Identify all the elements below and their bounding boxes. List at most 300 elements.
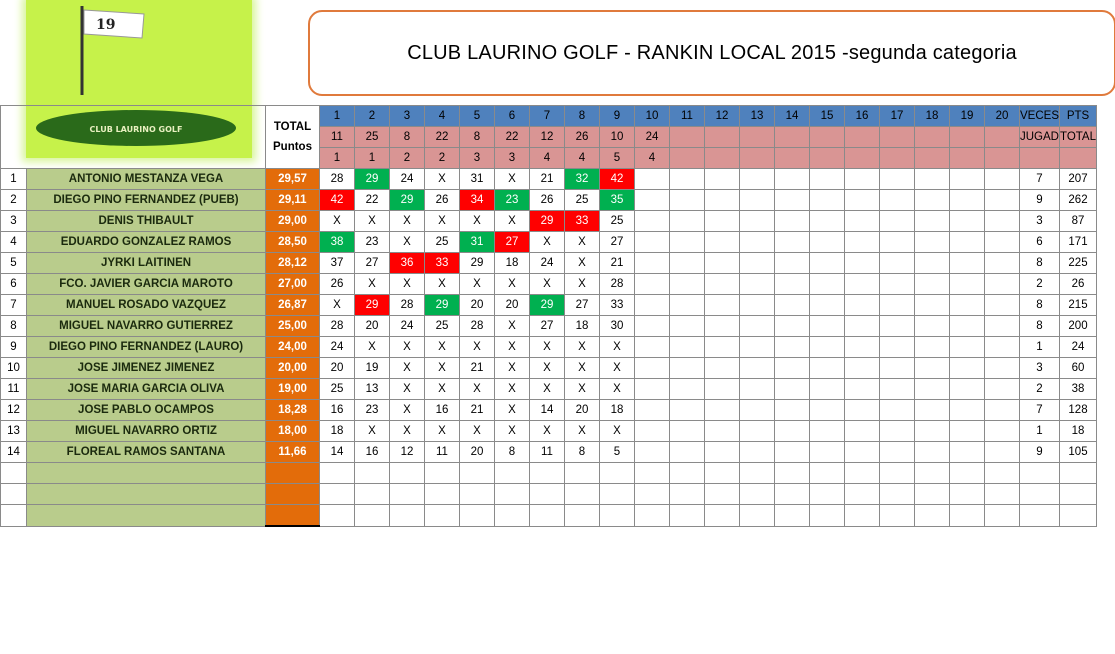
player-name: FCO. JAVIER GARCIA MAROTO (27, 274, 266, 295)
score-cell (705, 337, 740, 358)
score-cell (425, 484, 460, 505)
score-cell (845, 295, 880, 316)
score-cell: X (460, 421, 495, 442)
score-cell (670, 316, 705, 337)
score-cell: 34 (460, 190, 495, 211)
score-cell (565, 484, 600, 505)
row-position: 12 (1, 400, 27, 421)
score-cell: 24 (530, 253, 565, 274)
table-row (1, 400, 1097, 421)
score-cell: X (390, 379, 425, 400)
score-cell: 25 (425, 232, 460, 253)
score-cell (915, 421, 950, 442)
score-cell: 19 (355, 358, 390, 379)
score-cell (880, 379, 915, 400)
player-total: 20,00 (266, 358, 320, 379)
score-cell (985, 295, 1020, 316)
pts-total: 24 (1060, 337, 1097, 358)
player-total: 24,00 (266, 337, 320, 358)
score-cell (705, 169, 740, 190)
score-cell: 20 (460, 442, 495, 463)
score-cell (950, 232, 985, 253)
score-cell (775, 421, 810, 442)
score-cell (670, 211, 705, 232)
page-title: CLUB LAURINO GOLF - RANKIN LOCAL 2015 -segunda categoria (407, 41, 1017, 64)
score-cell (775, 211, 810, 232)
row-position (1, 505, 27, 527)
score-cell (670, 274, 705, 295)
score-cell (635, 442, 670, 463)
score-cell (670, 484, 705, 505)
score-cell (670, 421, 705, 442)
score-cell: X (495, 421, 530, 442)
score-cell (670, 190, 705, 211)
score-cell: X (495, 337, 530, 358)
score-cell (705, 400, 740, 421)
score-cell (670, 505, 705, 527)
player-name: MIGUEL NAVARRO ORTIZ (27, 421, 266, 442)
score-cell (985, 442, 1020, 463)
score-cell: 23 (355, 232, 390, 253)
player-name (27, 463, 266, 484)
score-cell: 18 (495, 253, 530, 274)
score-cell (915, 505, 950, 527)
tournament-month (670, 148, 705, 169)
row-position (1, 463, 27, 484)
score-cell: X (600, 421, 635, 442)
score-cell (1060, 484, 1097, 505)
player-total: 29,57 (266, 169, 320, 190)
score-cell (810, 400, 845, 421)
tournament-number: 6 (495, 106, 530, 127)
tournament-month: 2 (425, 148, 460, 169)
header-total-line1: TOTAL (273, 121, 312, 133)
score-cell: 22 (355, 190, 390, 211)
tournament-number: 16 (845, 106, 880, 127)
score-cell (950, 253, 985, 274)
player-total: 18,00 (266, 421, 320, 442)
veces-jugadas: 3 (1020, 211, 1060, 232)
tournament-month: 1 (320, 148, 355, 169)
player-total: 19,00 (266, 379, 320, 400)
score-cell: X (355, 337, 390, 358)
score-cell (565, 463, 600, 484)
score-cell: 27 (565, 295, 600, 316)
score-cell: X (565, 337, 600, 358)
score-cell: 36 (390, 253, 425, 274)
score-cell (390, 484, 425, 505)
score-cell: 35 (600, 190, 635, 211)
header-veces-blank (1020, 148, 1060, 169)
score-cell (845, 463, 880, 484)
score-cell (915, 484, 950, 505)
score-cell (460, 505, 495, 527)
score-cell: X (530, 232, 565, 253)
tournament-month: 3 (460, 148, 495, 169)
veces-jugadas: 8 (1020, 253, 1060, 274)
score-cell (950, 316, 985, 337)
score-cell (880, 442, 915, 463)
tournament-day: 8 (390, 127, 425, 148)
score-cell (600, 484, 635, 505)
score-cell: 18 (565, 316, 600, 337)
score-cell (810, 337, 845, 358)
score-cell: X (565, 421, 600, 442)
score-cell (810, 169, 845, 190)
player-name: MIGUEL NAVARRO GUTIERREZ (27, 316, 266, 337)
score-cell (985, 190, 1020, 211)
header-pts: PTS (1060, 106, 1097, 127)
score-cell: 33 (600, 295, 635, 316)
score-cell (985, 400, 1020, 421)
player-total: 29,11 (266, 190, 320, 211)
row-position: 1 (1, 169, 27, 190)
score-cell: 28 (390, 295, 425, 316)
score-cell (495, 505, 530, 527)
tournament-month: 4 (530, 148, 565, 169)
score-cell (705, 358, 740, 379)
header-pts-sub: TOTAL (1060, 127, 1097, 148)
score-cell (775, 505, 810, 527)
tournament-month: 4 (635, 148, 670, 169)
player-total: 28,50 (266, 232, 320, 253)
score-cell (635, 463, 670, 484)
score-cell (775, 274, 810, 295)
score-cell (705, 211, 740, 232)
score-cell: 29 (460, 253, 495, 274)
score-cell (880, 400, 915, 421)
tournament-month (880, 148, 915, 169)
tournament-day (915, 127, 950, 148)
score-cell (740, 421, 775, 442)
tournament-number: 7 (530, 106, 565, 127)
score-cell (915, 274, 950, 295)
score-cell: X (425, 358, 460, 379)
score-cell (740, 505, 775, 527)
score-cell (495, 484, 530, 505)
tournament-number: 13 (740, 106, 775, 127)
score-cell (1020, 484, 1060, 505)
score-cell: 16 (320, 400, 355, 421)
tournament-number: 8 (565, 106, 600, 127)
veces-jugadas: 8 (1020, 295, 1060, 316)
score-cell: 24 (390, 316, 425, 337)
pts-total: 207 (1060, 169, 1097, 190)
score-cell (1020, 505, 1060, 527)
table-row (1, 442, 1097, 463)
score-cell (775, 484, 810, 505)
player-name: FLOREAL RAMOS SANTANA (27, 442, 266, 463)
score-cell (880, 505, 915, 527)
score-cell (670, 253, 705, 274)
score-cell: 27 (530, 316, 565, 337)
row-position: 5 (1, 253, 27, 274)
score-cell (810, 505, 845, 527)
score-cell (775, 379, 810, 400)
score-cell (985, 274, 1020, 295)
score-cell: 32 (565, 169, 600, 190)
score-cell (775, 169, 810, 190)
score-cell: X (355, 274, 390, 295)
score-cell (880, 358, 915, 379)
score-cell: 11 (425, 442, 460, 463)
tournament-month (705, 148, 740, 169)
score-cell: 26 (425, 190, 460, 211)
score-cell (740, 253, 775, 274)
score-cell: 8 (565, 442, 600, 463)
tournament-number: 15 (810, 106, 845, 127)
score-cell (915, 379, 950, 400)
score-cell (1060, 505, 1097, 527)
score-cell: 24 (390, 169, 425, 190)
score-cell: X (530, 421, 565, 442)
veces-jugadas: 1 (1020, 421, 1060, 442)
player-name (27, 484, 266, 505)
score-cell (985, 253, 1020, 274)
score-cell (985, 316, 1020, 337)
score-cell: 12 (390, 442, 425, 463)
score-cell (810, 253, 845, 274)
score-cell (915, 463, 950, 484)
score-cell (915, 316, 950, 337)
veces-jugadas: 7 (1020, 169, 1060, 190)
score-cell (355, 505, 390, 527)
score-cell (740, 337, 775, 358)
player-name: EDUARDO GONZALEZ RAMOS (27, 232, 266, 253)
tournament-month (915, 148, 950, 169)
score-cell: 16 (355, 442, 390, 463)
score-cell (845, 337, 880, 358)
tournament-day: 26 (565, 127, 600, 148)
score-cell (320, 505, 355, 527)
score-cell (950, 358, 985, 379)
tournament-number: 19 (950, 106, 985, 127)
veces-jugadas: 3 (1020, 358, 1060, 379)
score-cell: X (600, 358, 635, 379)
score-cell (705, 316, 740, 337)
score-cell (950, 421, 985, 442)
table-row (1, 232, 1097, 253)
score-cell (740, 442, 775, 463)
score-cell: X (390, 337, 425, 358)
player-name: DIEGO PINO FERNANDEZ (PUEB) (27, 190, 266, 211)
score-cell (670, 295, 705, 316)
score-cell (425, 463, 460, 484)
row-position (1, 484, 27, 505)
veces-jugadas: 1 (1020, 337, 1060, 358)
score-cell: X (425, 421, 460, 442)
tournament-number: 10 (635, 106, 670, 127)
table-row (1, 358, 1097, 379)
score-cell: 29 (530, 211, 565, 232)
tournament-month: 5 (600, 148, 635, 169)
score-cell: 23 (495, 190, 530, 211)
score-cell (635, 253, 670, 274)
header-total-line2: Puntos (273, 141, 312, 153)
score-cell (670, 169, 705, 190)
score-cell (810, 442, 845, 463)
score-cell: 20 (355, 316, 390, 337)
score-cell (845, 316, 880, 337)
score-cell (810, 379, 845, 400)
score-cell (775, 400, 810, 421)
score-cell (985, 379, 1020, 400)
table-row (1, 379, 1097, 400)
score-cell: 37 (320, 253, 355, 274)
score-cell (705, 505, 740, 527)
table-row (1, 295, 1097, 316)
score-cell: X (565, 358, 600, 379)
score-cell: 23 (355, 400, 390, 421)
score-cell (775, 337, 810, 358)
player-total: 27,00 (266, 274, 320, 295)
score-cell (810, 232, 845, 253)
score-cell (775, 253, 810, 274)
score-cell: 11 (530, 442, 565, 463)
score-cell (845, 442, 880, 463)
veces-jugadas: 6 (1020, 232, 1060, 253)
score-cell: X (565, 253, 600, 274)
score-cell (740, 274, 775, 295)
veces-jugadas: 2 (1020, 379, 1060, 400)
tournament-month (950, 148, 985, 169)
score-cell (880, 316, 915, 337)
score-cell (320, 484, 355, 505)
score-cell (845, 421, 880, 442)
score-cell (880, 169, 915, 190)
table-row (1, 337, 1097, 358)
score-cell (985, 421, 1020, 442)
tournament-day: 22 (425, 127, 460, 148)
tournament-month (740, 148, 775, 169)
score-cell: 14 (320, 442, 355, 463)
tournament-day (845, 127, 880, 148)
score-cell (880, 190, 915, 211)
player-name: MANUEL ROSADO VAZQUEZ (27, 295, 266, 316)
score-cell: X (495, 316, 530, 337)
score-cell: X (460, 274, 495, 295)
score-cell (845, 358, 880, 379)
score-cell: 27 (495, 232, 530, 253)
score-cell (950, 400, 985, 421)
score-cell (635, 232, 670, 253)
score-cell: 42 (320, 190, 355, 211)
player-total: 29,00 (266, 211, 320, 232)
score-cell: X (320, 211, 355, 232)
tournament-day: 22 (495, 127, 530, 148)
score-cell: 25 (320, 379, 355, 400)
score-cell (880, 463, 915, 484)
row-position: 11 (1, 379, 27, 400)
score-cell (635, 211, 670, 232)
tournament-day (985, 127, 1020, 148)
score-cell (635, 484, 670, 505)
score-cell: X (530, 358, 565, 379)
table-row (1, 421, 1097, 442)
score-cell: 27 (355, 253, 390, 274)
score-cell (390, 505, 425, 527)
score-cell (845, 484, 880, 505)
tournament-day (670, 127, 705, 148)
empty-row (1, 505, 1097, 527)
score-cell: X (495, 400, 530, 421)
score-cell (775, 295, 810, 316)
tournament-day (705, 127, 740, 148)
score-cell (740, 211, 775, 232)
tournament-month (985, 148, 1020, 169)
score-cell: 27 (600, 232, 635, 253)
table-row (1, 211, 1097, 232)
player-total: 26,87 (266, 295, 320, 316)
pts-total: 60 (1060, 358, 1097, 379)
table-row (1, 190, 1097, 211)
tournament-month (845, 148, 880, 169)
score-cell (950, 484, 985, 505)
score-cell (740, 358, 775, 379)
veces-jugadas: 9 (1020, 190, 1060, 211)
score-cell: X (390, 358, 425, 379)
score-cell (810, 463, 845, 484)
tournament-day: 8 (460, 127, 495, 148)
score-cell: 21 (530, 169, 565, 190)
score-cell (635, 358, 670, 379)
score-cell (915, 295, 950, 316)
veces-jugadas: 8 (1020, 316, 1060, 337)
pts-total: 225 (1060, 253, 1097, 274)
score-cell (565, 505, 600, 527)
score-cell: X (565, 274, 600, 295)
score-cell: 29 (355, 295, 390, 316)
score-cell: X (390, 274, 425, 295)
score-cell (775, 316, 810, 337)
score-cell (985, 484, 1020, 505)
score-cell (845, 379, 880, 400)
score-cell (635, 274, 670, 295)
header-total (266, 106, 320, 169)
pts-total: 200 (1060, 316, 1097, 337)
score-cell: X (390, 400, 425, 421)
player-name (27, 505, 266, 527)
tournament-day (775, 127, 810, 148)
score-cell: 29 (390, 190, 425, 211)
score-cell (635, 379, 670, 400)
score-cell (460, 463, 495, 484)
tournament-month: 2 (390, 148, 425, 169)
score-cell: X (390, 232, 425, 253)
pts-total: 38 (1060, 379, 1097, 400)
player-total (266, 505, 320, 527)
score-cell (950, 505, 985, 527)
score-cell (705, 442, 740, 463)
score-cell: X (565, 232, 600, 253)
table-row (1, 169, 1097, 190)
score-cell (1060, 463, 1097, 484)
score-cell (460, 484, 495, 505)
veces-jugadas: 2 (1020, 274, 1060, 295)
score-cell (600, 505, 635, 527)
score-cell (740, 232, 775, 253)
player-name: JOSE PABLO OCAMPOS (27, 400, 266, 421)
score-cell (985, 463, 1020, 484)
ranking-table (0, 105, 1097, 527)
pts-total: 87 (1060, 211, 1097, 232)
tournament-month: 4 (565, 148, 600, 169)
score-cell: 29 (355, 169, 390, 190)
score-cell: 26 (530, 190, 565, 211)
score-cell: X (495, 358, 530, 379)
score-cell (950, 442, 985, 463)
player-total: 18,28 (266, 400, 320, 421)
